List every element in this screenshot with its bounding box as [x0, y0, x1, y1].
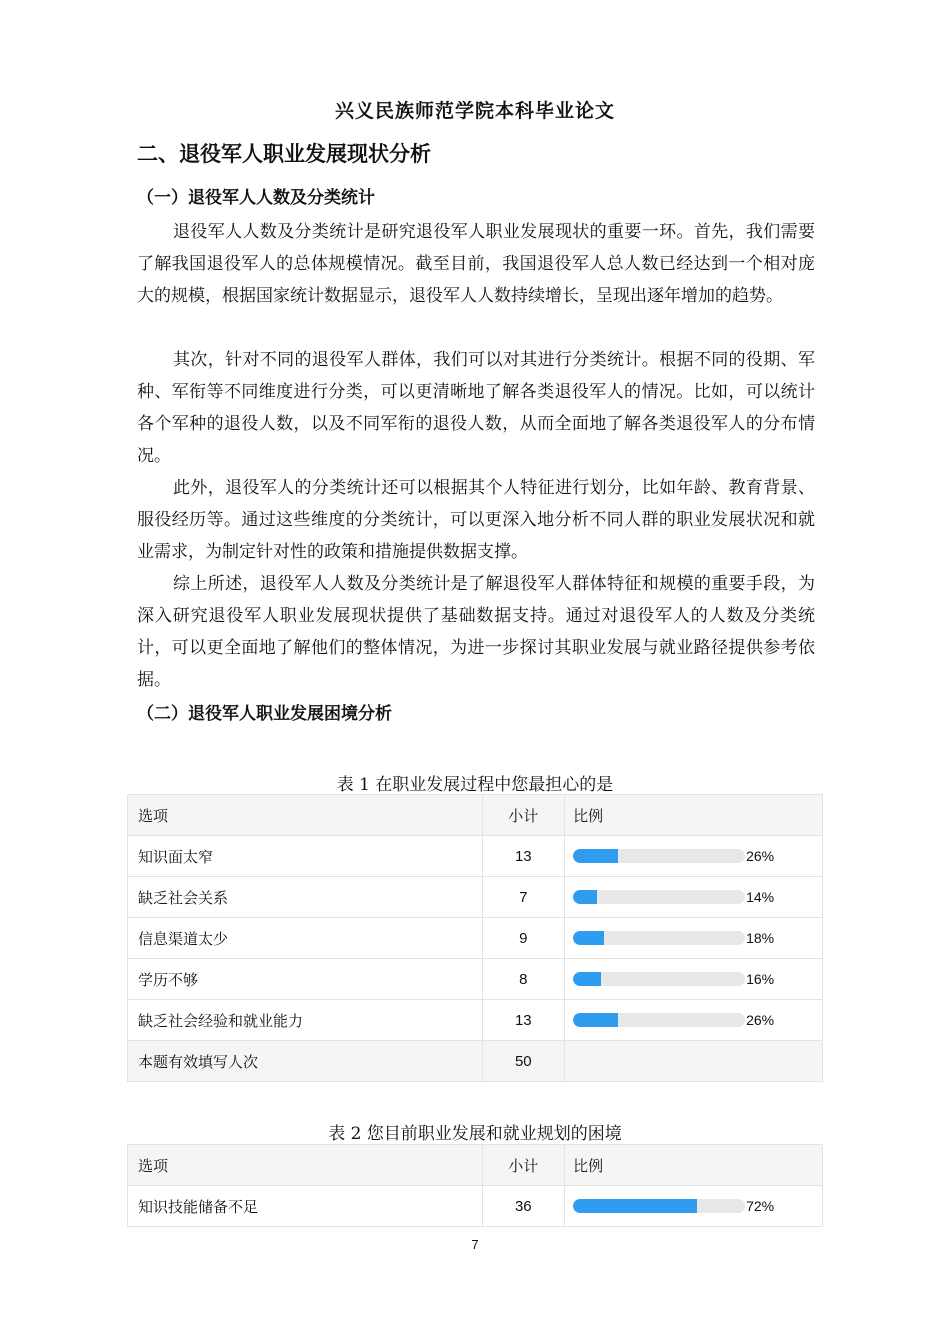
option-cell: 信息渠道太少 [128, 918, 483, 959]
table-row [128, 1000, 823, 1041]
ratio-cell [565, 959, 823, 1000]
count-cell: 13 [482, 836, 565, 877]
paragraph-3: 此外，退役军人的分类统计还可以根据其个人特征进行划分，比如年龄、教育背景、服役经历等。通过这些维度的分类统计，可以更深入地分析不同人群的职业发展状况和就业需求，为制定针对性的政策和措施提供数据支撑。 [137, 478, 815, 562]
table2-header-row [128, 1145, 823, 1186]
table1-header-row [128, 795, 823, 836]
ratio-cell [565, 836, 823, 877]
table1-header-option: 选项 [128, 795, 483, 836]
percent-label: 26% [746, 1012, 775, 1028]
subsection-heading-2: （二）退役军人职业发展困境分析 [137, 704, 392, 724]
percent-label: 16% [746, 971, 775, 987]
subsection-heading-1: （一）退役军人人数及分类统计 [137, 188, 375, 208]
progress-bar-fill [573, 849, 618, 863]
option-cell: 学历不够 [128, 959, 483, 1000]
option-cell: 缺乏社会关系 [128, 877, 483, 918]
progress-bar-track [573, 1013, 745, 1027]
progress-bar-track [573, 972, 745, 986]
table-row [128, 836, 823, 877]
total-label: 本题有效填写人次 [128, 1041, 483, 1082]
table2-header-count: 小计 [482, 1145, 565, 1186]
table1-caption: 表 1 在职业发展过程中您最担心的是 [336, 775, 614, 795]
progress-bar-fill [573, 1013, 618, 1027]
table-row [128, 1186, 823, 1227]
percent-label: 18% [746, 930, 775, 946]
table2-header-option: 选项 [128, 1145, 483, 1186]
table2 [127, 1144, 823, 1227]
progress-bar-fill [573, 931, 604, 945]
percent-label: 26% [746, 848, 775, 864]
progress-bar-track [573, 1199, 745, 1213]
percent-label: 72% [746, 1198, 775, 1214]
ratio-cell [565, 1000, 823, 1041]
count-cell: 36 [482, 1186, 565, 1227]
table1-header-count: 小计 [482, 795, 565, 836]
table-row [128, 877, 823, 918]
progress-bar-fill [573, 972, 601, 986]
option-cell: 缺乏社会经验和就业能力 [128, 1000, 483, 1041]
progress-bar-track [573, 890, 745, 904]
progress-bar-track [573, 849, 745, 863]
count-cell: 7 [482, 877, 565, 918]
ratio-cell [565, 918, 823, 959]
count-cell: 13 [482, 1000, 565, 1041]
table1-header-ratio: 比例 [565, 795, 823, 836]
table-row [128, 918, 823, 959]
table2-caption: 表 2 您目前职业发展和就业规划的困境 [328, 1124, 622, 1144]
table1 [127, 794, 823, 1082]
table-row [128, 959, 823, 1000]
section-heading: 二、退役军人职业发展现状分析 [137, 142, 431, 166]
progress-bar-fill [573, 890, 597, 904]
option-cell: 知识技能储备不足 [128, 1186, 483, 1227]
ratio-cell [565, 877, 823, 918]
table1-total-row [128, 1041, 823, 1082]
total-count: 50 [482, 1041, 565, 1082]
running-header: 兴义民族师范学院本科毕业论文 [334, 100, 615, 122]
table2-header-ratio: 比例 [565, 1145, 823, 1186]
progress-bar-fill [573, 1199, 697, 1213]
page-number: 7 [471, 1237, 479, 1252]
paragraph-2: 其次，针对不同的退役军人群体，我们可以对其进行分类统计。根据不同的役期、军种、军衔等不同维度进行分类，可以更清晰地了解各类退役军人的情况。比如，可以统计各个军种的退役人数，以及不同军衔的退役人数，从而全面地了解各类退役军人的分布情况。 [137, 350, 815, 466]
count-cell: 8 [482, 959, 565, 1000]
count-cell: 9 [482, 918, 565, 959]
paragraph-4: 综上所述，退役军人人数及分类统计是了解退役军人群体特征和规模的重要手段，为深入研究退役军人职业发展现状提供了基础数据支持。通过对退役军人的人数及分类统计，可以更全面地了解他们的整体情况，为进一步探讨其职业发展与就业路径提供参考依据。 [137, 574, 815, 690]
total-empty-cell [565, 1041, 823, 1082]
progress-bar-track [573, 931, 745, 945]
option-cell: 知识面太窄 [128, 836, 483, 877]
ratio-cell [565, 1186, 823, 1227]
paragraph-1: 退役军人人数及分类统计是研究退役军人职业发展现状的重要一环。首先，我们需要了解我国退役军人的总体规模情况。截至目前，我国退役军人总人数已经达到一个相对庞大的规模，根据国家统计数据显示，退役军人人数持续增长，呈现出逐年增加的趋势。 [137, 222, 815, 306]
percent-label: 14% [746, 889, 775, 905]
